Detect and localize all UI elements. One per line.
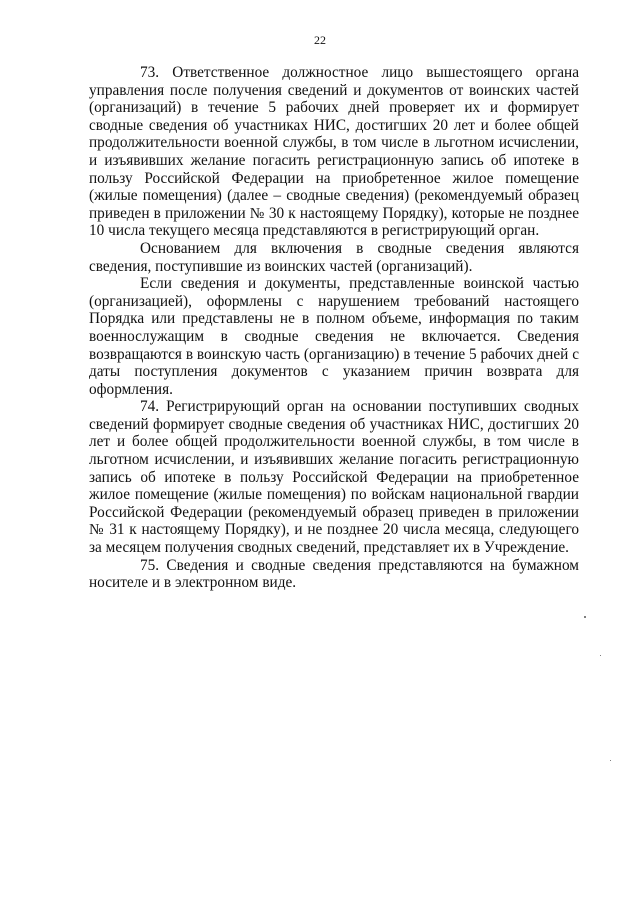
paragraph-75: 75. Сведения и сводные сведения представляются на бумажном носителе и в электронном виде. [89, 556, 579, 592]
paragraph-return: Если сведения и документы, представленные воинской частью (организацией), оформлены с нарушением требований настоящего Порядка или представлены не в полном объеме, информация по таким военнослужащим в сводные сведения не включается. Сведения возвращаются в воинскую часть (организацию) в течение 5 рабочих дней с даты поступления документов с указанием причин возврата для оформления. [89, 275, 579, 398]
document-body [89, 64, 579, 592]
scan-speck [584, 616, 586, 618]
page-number: 22 [314, 33, 326, 47]
scan-speck [600, 655, 601, 656]
paragraph-74: 74. Регистрирующий орган на основании поступивших сводных сведений формирует сводные сведения об участниках НИС, достигших 20 лет и более общей продолжительности военной службы, в том числе в льготном исчислении, и изъявивших желание погасить регистрационную запись об ипотеке в пользу Российской Федерации на приобретенное жилое помещение (жилые помещения) по войскам национальной гвардии Российской Федерации (рекомендуемый образец приведен в приложении № 31 к настоящему Порядку), и не позднее 20 числа месяца, следующего за месяцем получения сводных сведений, представляет их в Учреждение. [89, 398, 579, 557]
paragraph-73: 73. Ответственное должностное лицо вышестоящего органа управления после получения сведений и документов от воинских частей (организаций) в течение 5 рабочих дней проверяет их и формирует сводные сведения об участниках НИС, достигших 20 лет и более общей продолжительности военной службы, в том числе в льготном исчислении, и изъявивших желание погасить регистрационную запись об ипотеке в пользу Российской Федерации на приобретенное жилое помещение (жилые помещения) (далее – сводные сведения) (рекомендуемый образец приведен в приложении № 30 к настоящему Порядку), которые не позднее 10 числа текущего месяца представляются в регистрирующий орган. [89, 64, 579, 240]
paragraph-basis: Основанием для включения в сводные сведения являются сведения, поступившие из воинских частей (организаций). [89, 239, 579, 275]
scan-speck [610, 760, 611, 761]
